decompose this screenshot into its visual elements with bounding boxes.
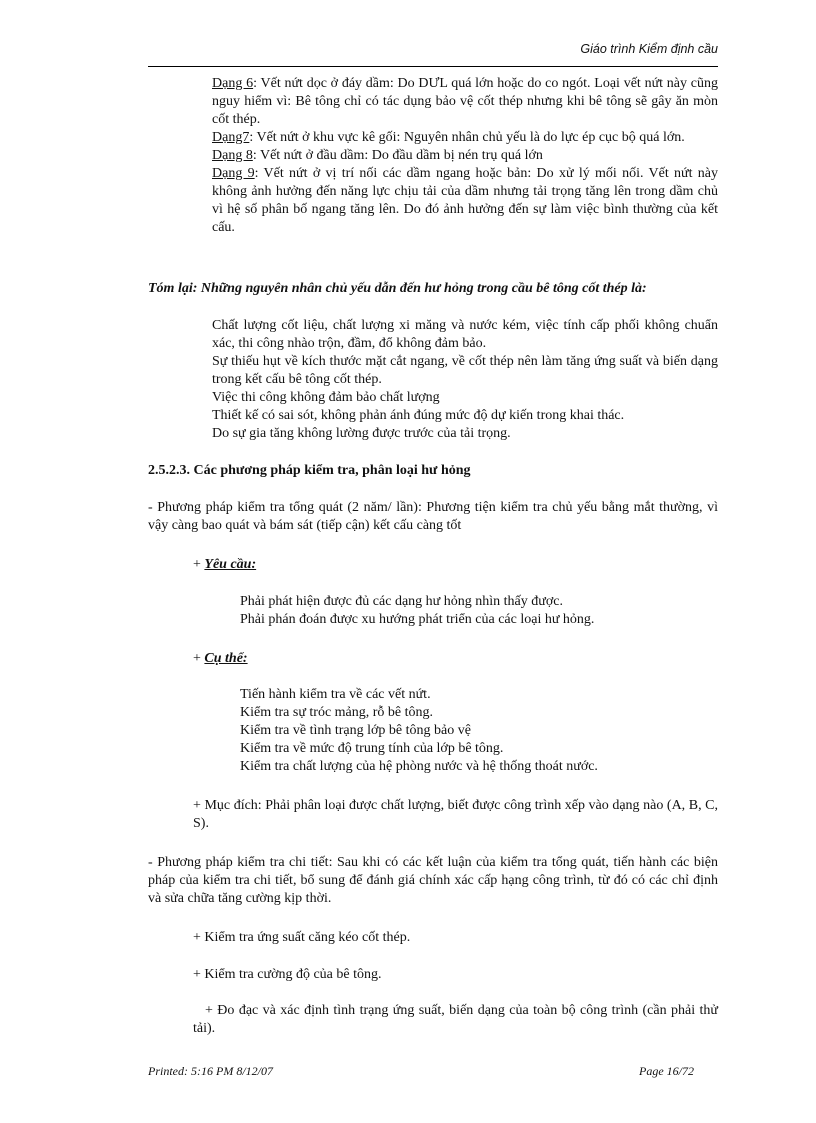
page-header xyxy=(148,42,718,67)
footer-page-number: Page 16/72 xyxy=(639,1064,694,1078)
form-label: Dạng 8 xyxy=(212,148,253,163)
section-heading: 2.5.2.3. Các phương pháp kiểm tra, phân loại hư hỏng xyxy=(148,463,471,478)
cause-item: Thiết kế có sai sót, không phản ánh đúng mức độ dự kiến trong khai thác. xyxy=(212,408,625,423)
form-text: : Vết nứt ở đầu dầm: Do đầu dầm bị nén trụ quá lớn xyxy=(252,148,543,163)
specifics-heading xyxy=(193,650,248,668)
footer-printed: Printed: 5:16 PM 8/12/07 xyxy=(148,1064,273,1078)
requirement-item: Phải phán đoán được xu hướng phát triển của các loại hư hỏng. xyxy=(240,612,595,627)
form-8 xyxy=(212,147,718,165)
form-text: : Vết nứt dọc ở đáy dầm: Do DƯL quá lớn hoặc do co ngót. Loại vết nứt này cũng nguy hiểm vì: Bê tông chỉ có tác dụng bảo vệ cốt thép nhưng khi bê tông sẽ gây ăn mòn cốt thép. xyxy=(212,76,718,127)
purpose-paragraph: + Mục đích: Phải phân loại được chất lượng, biết được công trình xếp vào dạng nào (A, B, C, S). xyxy=(193,798,718,831)
cause-item: Sự thiếu hụt về kích thước mặt cắt ngang, về cốt thép nên làm tăng ứng suất và biến dạng trong kết cấu bê tông cốt thép. xyxy=(212,354,718,387)
detail-item: + Đo đạc và xác định tình trạng ứng suất, biến dạng của toàn bộ công trình (cần phải thử tải). xyxy=(193,1003,718,1036)
specific-item: Kiểm tra sự tróc mảng, rỗ bê tông. xyxy=(240,705,434,720)
cause-item: Do sự gia tăng không lường được trước của tải trọng. xyxy=(212,426,511,441)
general-method-paragraph: - Phương pháp kiểm tra tổng quát (2 năm/ lần): Phương tiện kiểm tra chủ yếu bằng mắt thường, vì vậy càng bao quát và bám sát (tiếp cận) kết cấu càng tốt xyxy=(148,500,718,533)
requirements-heading xyxy=(193,556,256,574)
specific-item: Kiểm tra chất lượng của hệ phòng nước và hệ thống thoát nước. xyxy=(240,759,598,774)
form-text: : Vết nứt ở vị trí nối các dầm ngang hoặc bản: Do xử lý mối nối. Vết nứt này không ảnh hưởng đến năng lực chịu tải của dầm nhưng tải trọng tăng lên trong dầm chủ vì hệ số phân bố ngang tăng lên. Do đó ảnh hưởng đến sự làm việc bình thường của kết cấu. xyxy=(212,166,718,235)
crack-forms-list xyxy=(212,75,718,237)
specific-item: Kiểm tra về tình trạng lớp bê tông bảo vệ xyxy=(240,723,471,738)
summary-heading: Tóm lại: Những nguyên nhân chủ yếu dẫn đến hư hỏng trong cầu bê tông cốt thép là: xyxy=(148,281,647,296)
header-title: Giáo trình Kiểm định cầu xyxy=(580,42,718,56)
cause-item: Việc thi công không đảm bảo chất lượng xyxy=(212,390,440,405)
detail-method-paragraph: - Phương pháp kiểm tra chi tiết: Sau khi có các kết luận của kiểm tra tổng quát, tiến hành các biện pháp của kiểm tra chi tiết, bổ sung để đánh giá chính xác cấp hạng công trình, từ đó có các chỉ định và sửa chữa tăng cường kịp thời. xyxy=(148,855,718,906)
requirements-list xyxy=(240,593,720,629)
requirement-item: Phải phát hiện được đủ các dạng hư hỏng nhìn thấy được. xyxy=(240,594,563,609)
detail-item: + Kiểm tra cường độ của bê tông. xyxy=(193,967,382,982)
specific-item: Tiến hành kiểm tra về các vết nứt. xyxy=(240,687,431,702)
specific-item: Kiểm tra về mức độ trung tính của lớp bê tông. xyxy=(240,741,504,756)
specifics-prefix: + xyxy=(193,651,205,666)
form-label: Dạng 9 xyxy=(212,166,255,181)
form-7 xyxy=(212,129,718,147)
form-label: Dạng 6 xyxy=(212,76,254,91)
form-label: Dạng7 xyxy=(212,130,250,145)
form-6 xyxy=(212,75,718,129)
form-9 xyxy=(212,165,718,237)
specifics-list xyxy=(240,686,720,776)
requirements-title: Yêu cầu: xyxy=(204,557,257,572)
form-text: : Vết nứt ở khu vực kê gối: Nguyên nhân chủ yếu là do lực ép cục bộ quá lớn. xyxy=(249,130,685,145)
causes-list xyxy=(212,317,718,443)
detail-item: + Kiểm tra ứng suất căng kéo cốt thép. xyxy=(193,930,411,945)
requirements-prefix: + xyxy=(193,557,205,572)
specifics-title: Cụ thể: xyxy=(204,651,248,666)
cause-item: Chất lượng cốt liệu, chất lượng xi măng và nước kém, việc tính cấp phối không chuẩn xác, thi công nhào trộn, đầm, đổ không đảm bảo. xyxy=(212,318,718,351)
